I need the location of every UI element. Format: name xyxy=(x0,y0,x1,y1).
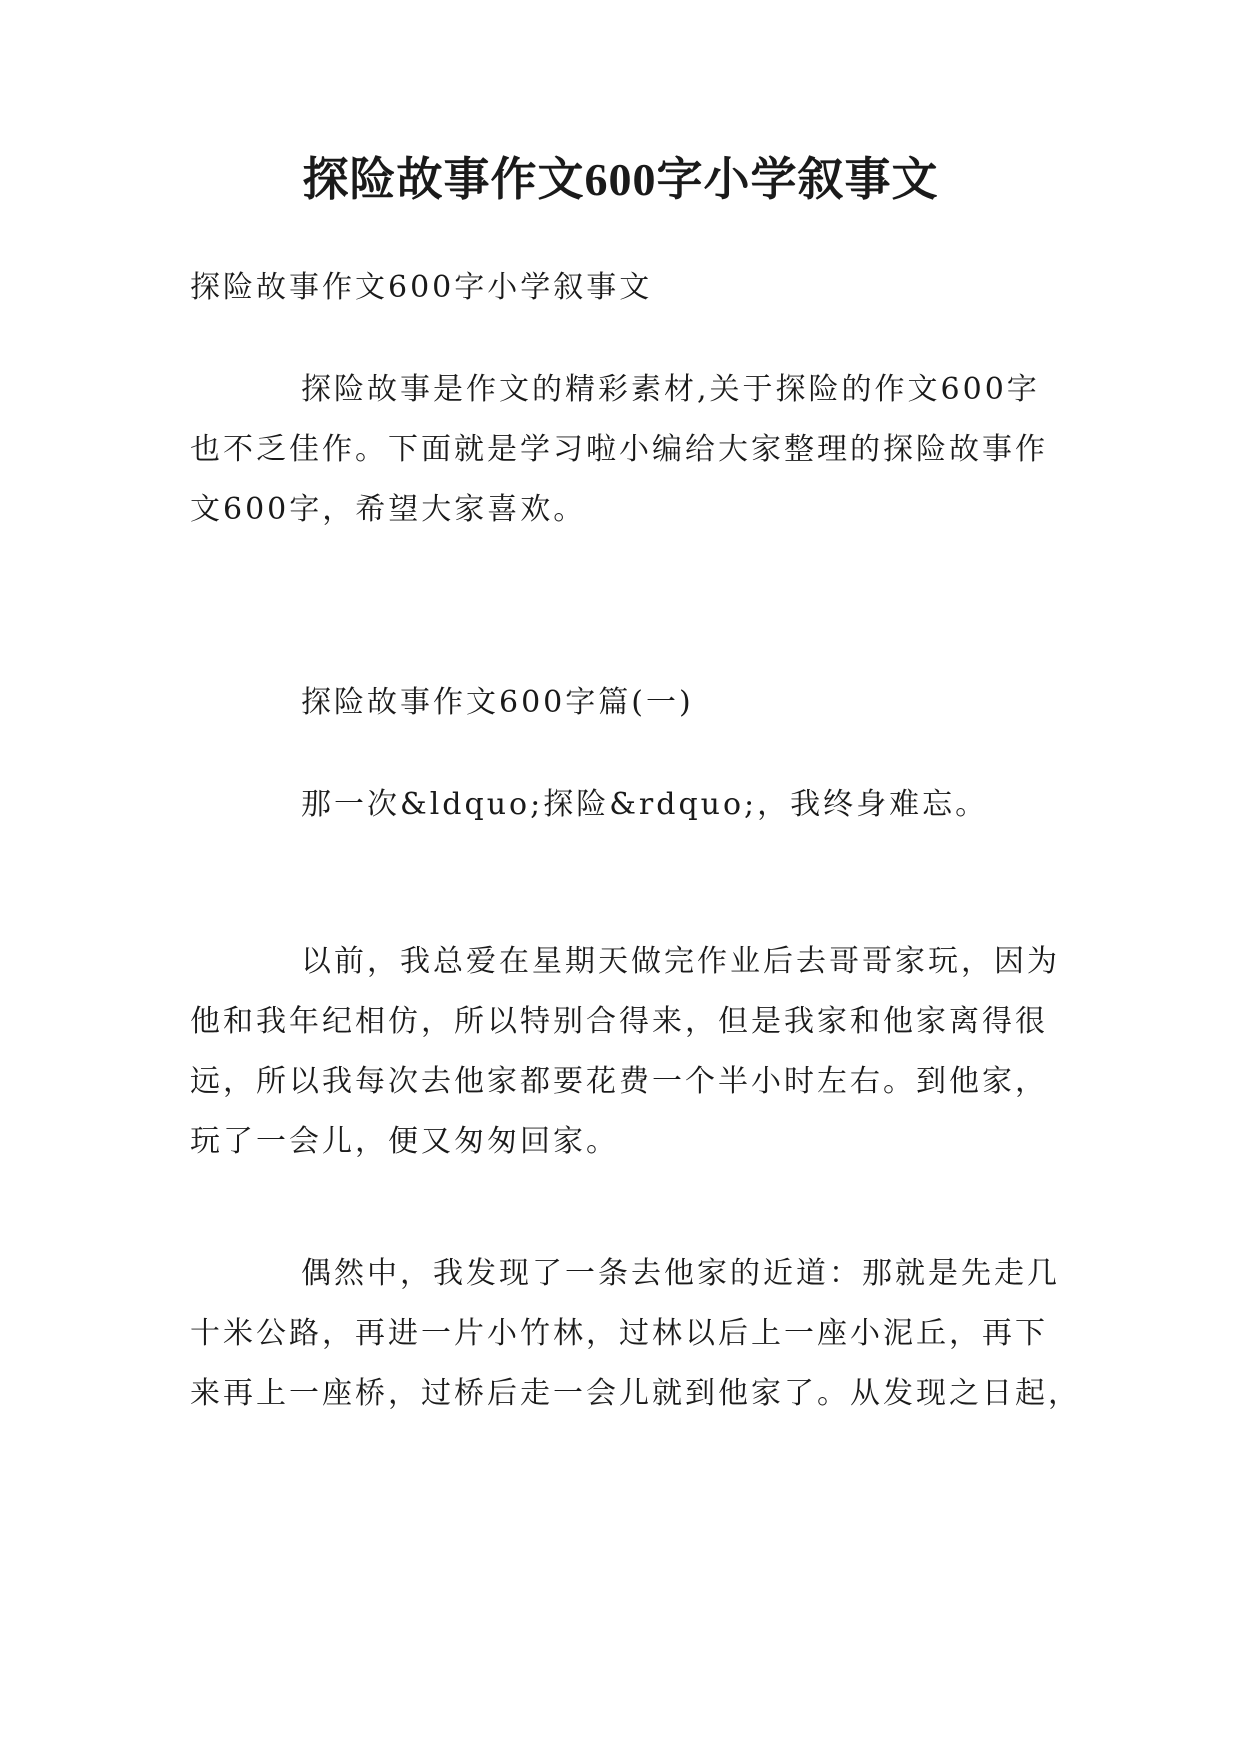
paragraph-line: 偶然中，我发现了一条去他家的近道：那就是先走几 xyxy=(301,1256,1060,1291)
paragraph-line: 来再上一座桥，过桥后走一会儿就到他家了。从发现之日起， xyxy=(190,1376,1081,1411)
subtitle-text: 探险故事作文600字小学叙事文 xyxy=(190,270,653,305)
paragraph-line: 十米公路，再进一片小竹林，过林以后上一座小泥丘，再下 xyxy=(190,1316,1048,1351)
intro-line: 探险故事是作文的精彩素材,关于探险的作文600字 xyxy=(301,372,1040,407)
intro-line: 也不乏佳作。下面就是学习啦小编给大家整理的探险故事作 xyxy=(190,432,1048,467)
paragraph-line: 他和我年纪相仿，所以特别合得来，但是我家和他家离得很 xyxy=(190,1004,1048,1039)
paragraph-line: 那一次&ldquo;探险&rdquo;，我终身难忘。 xyxy=(301,787,989,822)
paragraph-line: 以前，我总爱在星期天做完作业后去哥哥家玩，因为 xyxy=(301,944,1060,979)
paragraph-line: 远，所以我每次去他家都要花费一个半小时左右。到他家， xyxy=(190,1064,1048,1099)
paragraph-1 xyxy=(190,775,1060,835)
section-heading-text: 探险故事作文600字篇(一) xyxy=(301,685,694,720)
section-heading xyxy=(190,673,1060,733)
paragraph-line: 玩了一会儿，便又匆匆回家。 xyxy=(190,1124,619,1159)
intro-line: 文600字，希望大家喜欢。 xyxy=(190,492,587,527)
intro-paragraph xyxy=(190,360,1060,540)
paragraph-2 xyxy=(190,932,1060,1172)
paragraph-3 xyxy=(190,1244,1081,1424)
document-subtitle xyxy=(190,258,1060,318)
document-title: 探险故事作文600字小学叙事文 xyxy=(302,154,939,205)
